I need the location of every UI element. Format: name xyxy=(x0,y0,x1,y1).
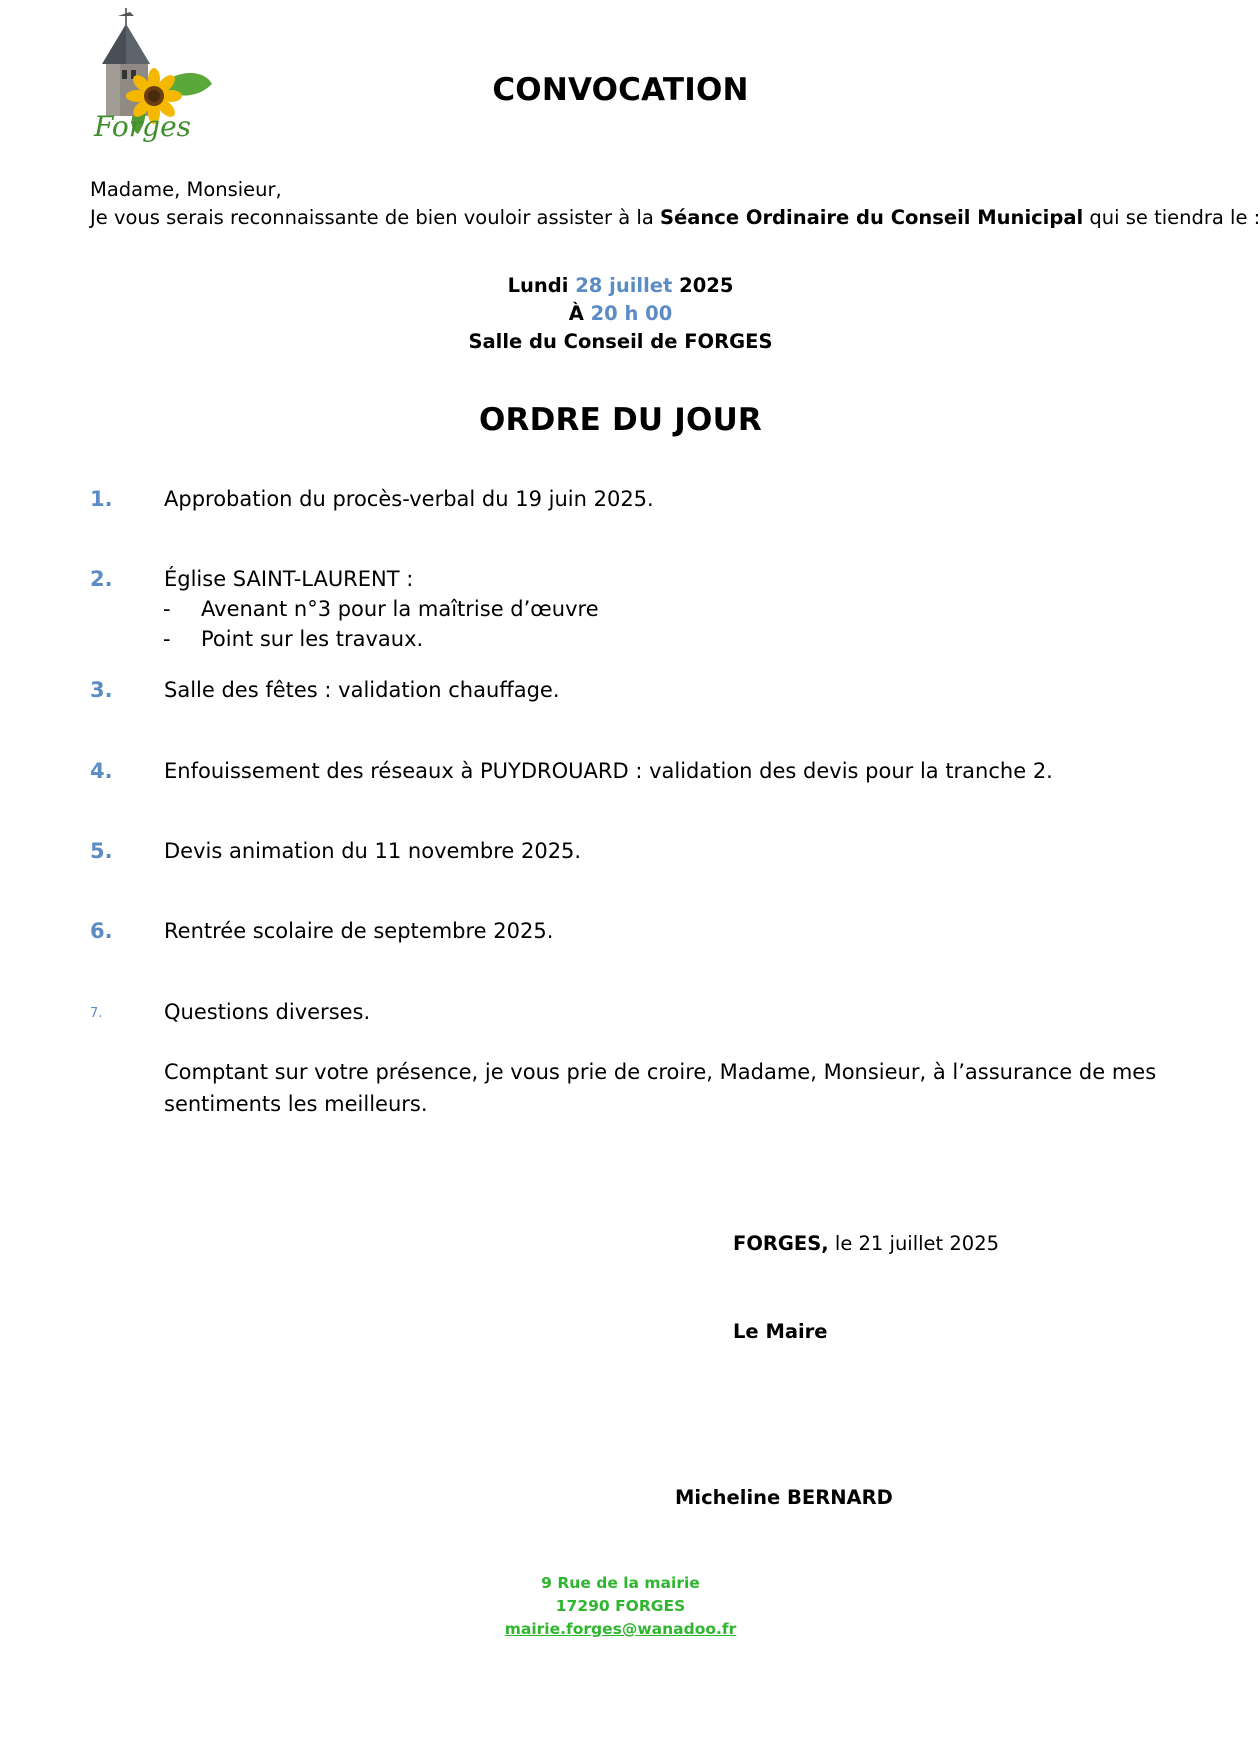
meeting-day: Lundi xyxy=(507,274,569,297)
agenda-item-2: Église SAINT-LAURENT : xyxy=(164,567,414,591)
agenda-item-3: Salle des fêtes : validation chauffage. xyxy=(164,678,560,702)
agenda-number-1: 1. xyxy=(90,487,113,511)
intro-before: Je vous serais reconnaissante de bien vouloir assister à la xyxy=(90,206,660,229)
agenda-item-6: Rentrée scolaire de septembre 2025. xyxy=(164,919,554,943)
footer-address-block xyxy=(0,1572,1241,1641)
greeting: Madame, Monsieur, xyxy=(90,178,282,201)
meeting-year: 2025 xyxy=(679,274,734,297)
signature-place: FORGES, xyxy=(733,1232,829,1255)
intro-sentence xyxy=(90,206,1260,229)
footer-email-link[interactable]: mairie.forges@wanadoo.fr xyxy=(504,1620,737,1638)
svg-text:Forges: Forges xyxy=(94,110,192,143)
agenda-number-3: 3. xyxy=(90,678,113,702)
agenda-subitem-2-2: Point sur les travaux. xyxy=(201,627,424,651)
agenda-number-7: 7. xyxy=(90,1006,103,1021)
meeting-date xyxy=(0,274,1241,297)
sub-bullet: - xyxy=(163,597,171,621)
agenda-item-7: Questions diverses. xyxy=(164,1000,371,1024)
footer-city: 17290 FORGES xyxy=(555,1597,686,1615)
signature-place-date xyxy=(733,1232,999,1255)
meeting-time-value: 20 h 00 xyxy=(590,302,673,325)
agenda-item-5: Devis animation du 11 novembre 2025. xyxy=(164,839,582,863)
closing-paragraph: Comptant sur votre présence, je vous prie de croire, Madame, Monsieur, à l’assurance de mes sentiments les meilleurs. xyxy=(164,1060,1157,1116)
agenda-title: ORDRE DU JOUR xyxy=(478,402,763,438)
signature-role: Le Maire xyxy=(733,1320,828,1343)
meeting-time-prefix: À xyxy=(568,302,584,325)
document-title: CONVOCATION xyxy=(492,72,749,108)
agenda-number-6: 6. xyxy=(90,919,113,943)
meeting-place: Salle du Conseil de FORGES xyxy=(468,330,773,353)
meeting-date-value: 28 juillet xyxy=(575,274,673,297)
agenda-subitem-2-1: Avenant n°3 pour la maîtrise d’œuvre xyxy=(201,597,599,621)
sub-bullet: - xyxy=(163,627,171,651)
meeting-time xyxy=(0,302,1241,325)
intro-after: qui se tiendra le : xyxy=(1083,206,1260,229)
intro-session-type: Séance Ordinaire du Conseil Municipal xyxy=(659,206,1084,229)
agenda-number-4: 4. xyxy=(90,759,113,783)
agenda-item-4: Enfouissement des réseaux à PUYDROUARD : validation des devis pour la tranche 2. xyxy=(164,759,1053,783)
agenda-number-2: 2. xyxy=(90,567,113,591)
signature-name: Micheline BERNARD xyxy=(675,1486,893,1509)
footer-address: 9 Rue de la mairie xyxy=(541,1574,700,1592)
signature-date: le 21 juillet 2025 xyxy=(828,1232,1000,1255)
agenda-item-1: Approbation du procès-verbal du 19 juin 2025. xyxy=(164,487,654,511)
agenda-number-5: 5. xyxy=(90,839,113,863)
